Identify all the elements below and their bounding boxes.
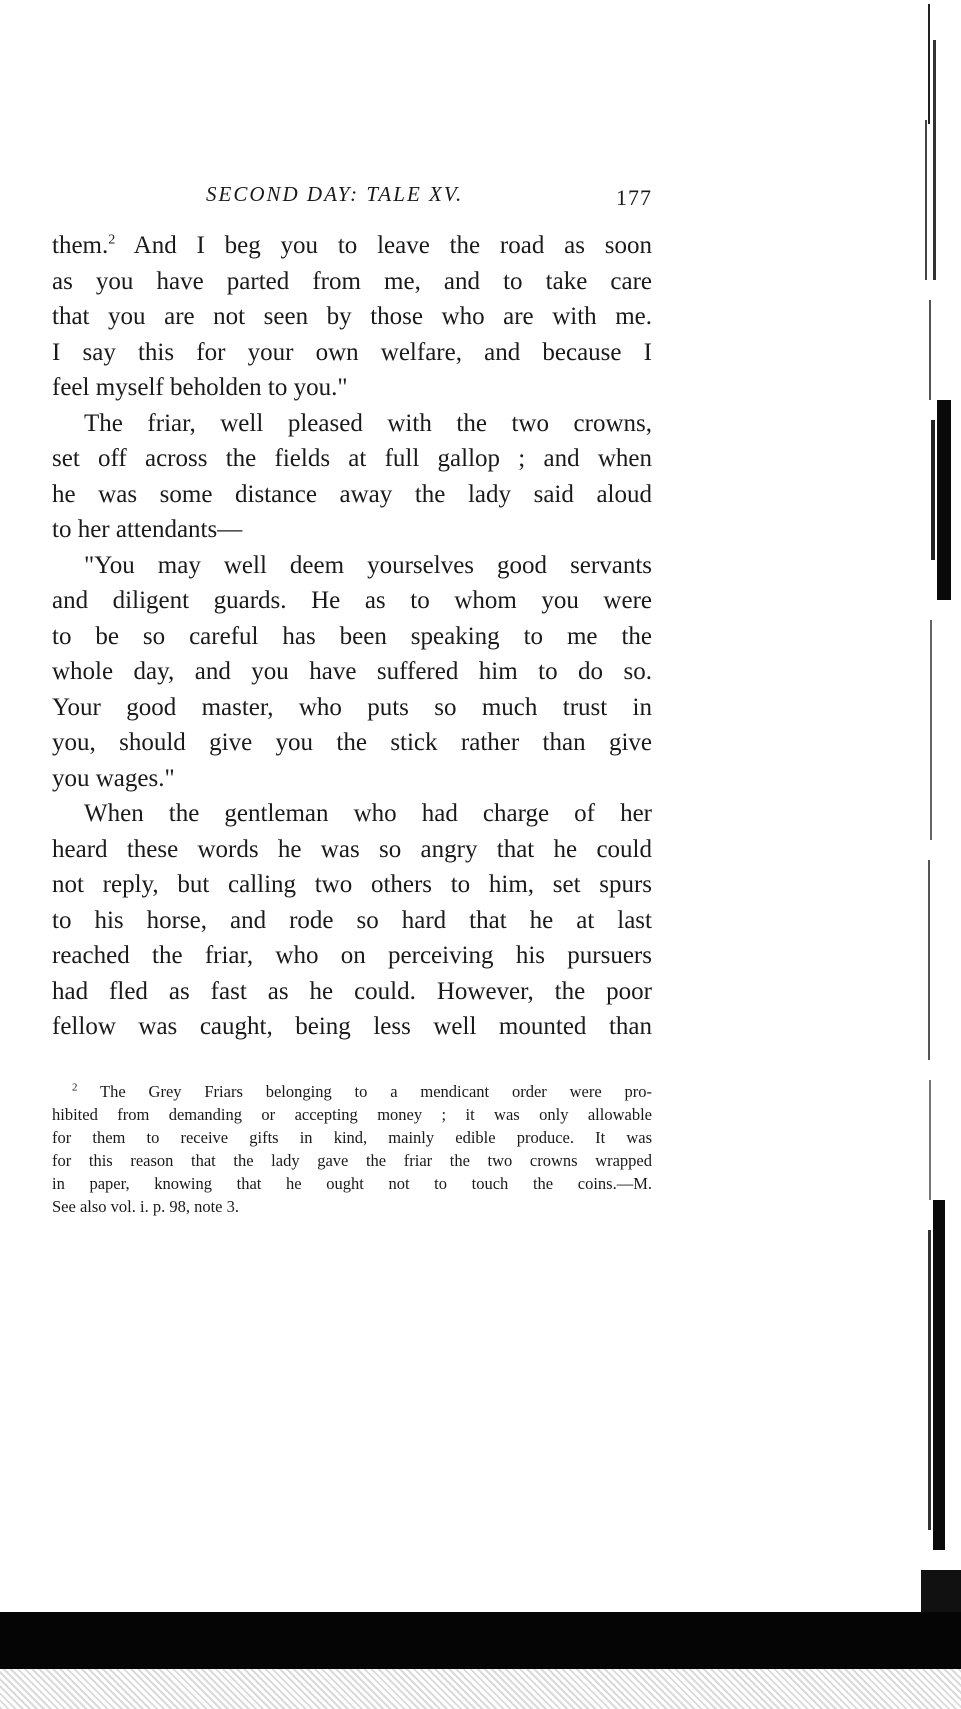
body-text [52, 228, 652, 1045]
text-line [52, 228, 652, 264]
text-line: to his horse, and rode so hard that he at last [52, 906, 652, 934]
text-line: When the gentleman who had charge of her [84, 800, 652, 827]
text-line: whole day, and you have suffered him to do so. [52, 658, 652, 685]
footnote [52, 1080, 652, 1218]
text-line: fellow was caught, being less well mounted than [52, 1013, 652, 1040]
text-line: that you are not seen by those who are with me. [52, 303, 652, 330]
text-line: and diligent guards. He as to whom you were [52, 587, 652, 614]
scan-edge-noise [0, 1669, 961, 1709]
footnote-mark: 2 [72, 1081, 78, 1094]
paragraph-1 [52, 228, 652, 406]
text-line: Your good master, who puts so much trust in [52, 693, 652, 721]
paragraph-2 [52, 406, 652, 548]
paragraph-3 [52, 548, 652, 797]
footnote-line [52, 1080, 652, 1103]
text-fragment: them. [52, 232, 109, 259]
text-line: heard these words he was so angry that he could [52, 835, 652, 863]
paragraph-4 [52, 796, 652, 1045]
text-line: reached the friar, who on perceiving his pursuers [52, 942, 652, 969]
text-line: he was some distance away the lady said aloud [52, 480, 652, 508]
text-line: had fled as fast as he could. However, the poor [52, 977, 652, 1005]
footnote-line: See also vol. i. p. 98, note 3. [52, 1197, 239, 1216]
text-line: set off across the fields at full gallop ; and when [52, 445, 652, 472]
text-line: you wages." [52, 764, 175, 792]
text-line: not reply, but calling two others to him, set spurs [52, 871, 652, 898]
text-line: to be so careful has been speaking to me the [52, 622, 652, 650]
text-line: The friar, well pleased with the two crowns, [84, 409, 652, 437]
page-number: 177 [616, 185, 652, 210]
text-line: feel myself beholden to you." [52, 374, 348, 401]
text-line: I say this for your own welfare, and because I [52, 338, 652, 366]
footnote-line: hibited from demanding or accepting money ; it was only allowable [52, 1105, 652, 1124]
page-header [52, 182, 652, 216]
text-line: you, should give you the stick rather than give [52, 729, 652, 756]
page-gutter-shadow [911, 0, 961, 1709]
text-fragment: The Grey Friars belonging to a mendicant order were pro- [77, 1082, 652, 1101]
footnote-line: for them to receive gifts in kind, mainly edible produce. It was [52, 1128, 652, 1147]
text-line: as you have parted from me, and to take care [52, 267, 652, 295]
footnote-line: for this reason that the lady gave the friar the two crowns wrapped [52, 1151, 652, 1170]
scan-edge-bar [0, 1612, 961, 1669]
running-head: SECOND DAY: TALE XV. [206, 182, 464, 206]
text-line: to her attendants— [52, 516, 243, 543]
footnote-line: in paper, knowing that he ought not to touch the coins.—M. [52, 1174, 652, 1193]
text-line: "You may well deem yourselves good servants [84, 551, 652, 579]
text-fragment: And I beg you to leave the road as soon [115, 232, 652, 259]
footnote-reference: 2 [108, 232, 116, 248]
